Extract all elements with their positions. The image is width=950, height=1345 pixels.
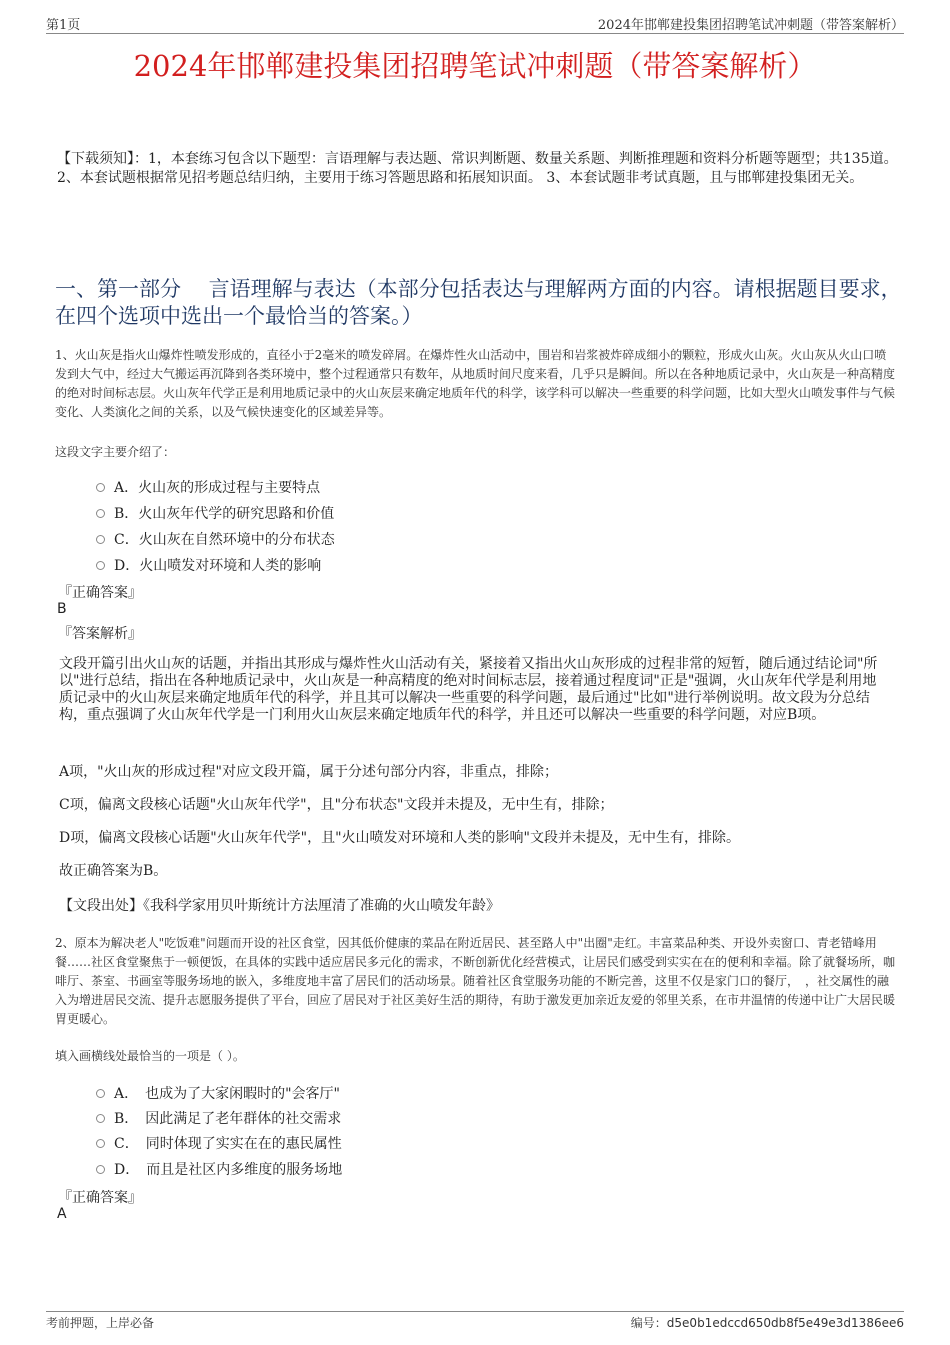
q1-answer-label: 『正确答案』 [58,585,142,601]
radio-icon[interactable] [96,509,105,518]
q1-analysis-c: C项，偏离文段核心话题"火山灰年代学"，且"分布状态"文段并未提及，无中生有，排除； [59,797,614,813]
question-1-prompt: 这段文字主要介绍了： [55,445,176,459]
q2-answer: A [57,1206,67,1222]
page-number: 第1页 [46,18,81,33]
q1-option-d[interactable] [96,555,321,575]
q1-analysis-d: D项，偏离文段核心话题"火山灰年代学"，且"火山喷发对环境和人类的影响"文段并未提及，无中生有，排除。 [59,830,740,846]
header-doc-title: 2024年邯郸建投集团招聘笔试冲刺题（带答案解析） [597,18,904,33]
section-heading: 一、第一部分 言语理解与表达（本部分包括表达与理解两方面的内容。请根据题目要求，在四个选项中选出一个最恰当的答案。） [55,277,902,328]
q2-option-b[interactable] [96,1108,341,1128]
page-title: 2024年邯郸建投集团招聘笔试冲刺题（带答案解析） [133,49,817,83]
question-2-prompt: 填入画横线处最恰当的一项是（ ）。 [55,1049,245,1063]
footer-code-label: 编号： [630,1316,667,1330]
question-1-text: 1、火山灰是指火山爆炸性喷发形成的，直径小于2毫米的喷发碎屑。在爆炸性火山活动中，围岩和岩浆被炸碎成细小的颗粒，形成火山灰。火山灰从火山口喷发到大气中，经过大气搬运再沉降到各类环境中，整个过程通常只有数年，从地质时间尺度来看，几乎只是瞬间。所以在各种地质记录中，火山灰是一种高精度的绝对时间标志层。火山灰年代学正是利用地质记录中的火山灰层来确定地质年代的科学，该学科可以解决一些重要的科学问题，比如大型火山喷发事件与气候变化、人类演化之间的关系，以及气候快速变化的区域差异等。 [55,348,896,419]
download-notice: 【下载须知】：1，本套练习包含以下题型：言语理解与表达题、常识判断题、数量关系题、判断推理题和资料分析题等题型；共135道。 2、本套试题根据常见招考题总结归纳，主要用于练习答题思路和拓展知识面。 3、本套试题非考试真题，且与邯郸建投集团无关。 [57,151,898,186]
q1-option-d-label: D．火山喷发对环境和人类的影响 [114,558,322,574]
q1-option-c-label: C．火山灰在自然环境中的分布状态 [114,532,335,548]
q1-answer: B [57,601,67,617]
q1-option-c[interactable] [96,529,335,549]
radio-icon[interactable] [96,561,105,570]
q1-analysis: 文段开篇引出火山灰的话题，并指出其形成与爆炸性火山活动有关，紧接着又指出火山灰形成的过程非常的短暂，随后通过结论词"所以"进行总结，指出在各种地质记录中，火山灰是一种高精度的绝对时间标志层，接着通过程度词"正是"强调，火山灰年代学是利用地质记录中的火山灰层来确定地质年代的科学，并且其可以解决一些重要的科学问题，最后通过"比如"进行举例说明。故文段为分总结构，重点强调了火山灰年代学是一门利用火山灰层来确定地质年代的科学，并且还可以解决一些重要的科学问题，对应B项。 [59,656,878,723]
radio-icon[interactable] [96,483,105,492]
q2-option-d[interactable] [96,1159,342,1179]
q2-option-c[interactable] [96,1133,342,1153]
question-2-text: 2、原本为解决老人"吃饭难"问题而开设的社区食堂，因其低价健康的菜品在附近居民、甚至路人中"出圈"走红。丰富菜品种类、开设外卖窗口、青老错峰用餐……社区食堂聚焦于一顿便饭，在具体的实践中适应居民多元化的需求，不断创新优化经营模式，让居民们感受到实实在在的便利和幸福。除了就餐场所，咖啡厅、茶室、书画室等服务场地的嵌入，多维度地丰富了居民们的活动场景。随着社区食堂服务功能的不断完善，这里不仅是家门口的餐厅， ，社交属性的融入为增进居民交流、提升志愿服务提供了平台，回应了居民对于社区美好生活的期待，有助于激发更加亲近友爱的邻里关系，在市井温情的传递中让广大居民暖胃更暖心。 [55,936,896,1026]
footer-slogan: 考前押题，上岸必备 [46,1316,155,1330]
footer-divider [46,1311,904,1312]
q1-option-b[interactable] [96,503,334,523]
radio-icon[interactable] [96,1139,105,1148]
q1-conclusion: 故正确答案为B。 [59,863,168,879]
q2-option-a[interactable] [96,1083,340,1103]
q2-answer-label: 『正确答案』 [58,1190,142,1206]
q1-analysis-a: A项，"火山灰的形成过程"对应文段开篇，属于分述句部分内容，非重点，排除； [59,764,558,780]
q2-option-b-label: B． 因此满足了老年群体的社交需求 [114,1111,342,1127]
q1-source: 【文段出处】《我科学家用贝叶斯统计方法厘清了准确的火山喷发年龄》 [59,898,500,914]
header-divider [46,33,904,34]
q1-option-a[interactable] [96,477,320,497]
footer-code-line [631,1314,904,1331]
radio-icon[interactable] [96,1165,105,1174]
q1-analysis-label: 『答案解析』 [58,626,142,642]
q1-option-a-label: A．火山灰的形成过程与主要特点 [114,480,321,496]
q1-option-b-label: B．火山灰年代学的研究思路和价值 [114,506,335,522]
radio-icon[interactable] [96,1114,105,1123]
radio-icon[interactable] [96,535,105,544]
footer-code: d5e0b1edccd650db8f5e49e3d1386ee6 [666,1316,904,1330]
q2-option-c-label: C． 同时体现了实实在在的惠民属性 [114,1136,342,1152]
radio-icon[interactable] [96,1089,105,1098]
q2-option-a-label: A． 也成为了大家闲暇时的"会客厅" [114,1086,340,1102]
q2-option-d-label: D． 而且是社区内多维度的服务场地 [114,1162,343,1178]
